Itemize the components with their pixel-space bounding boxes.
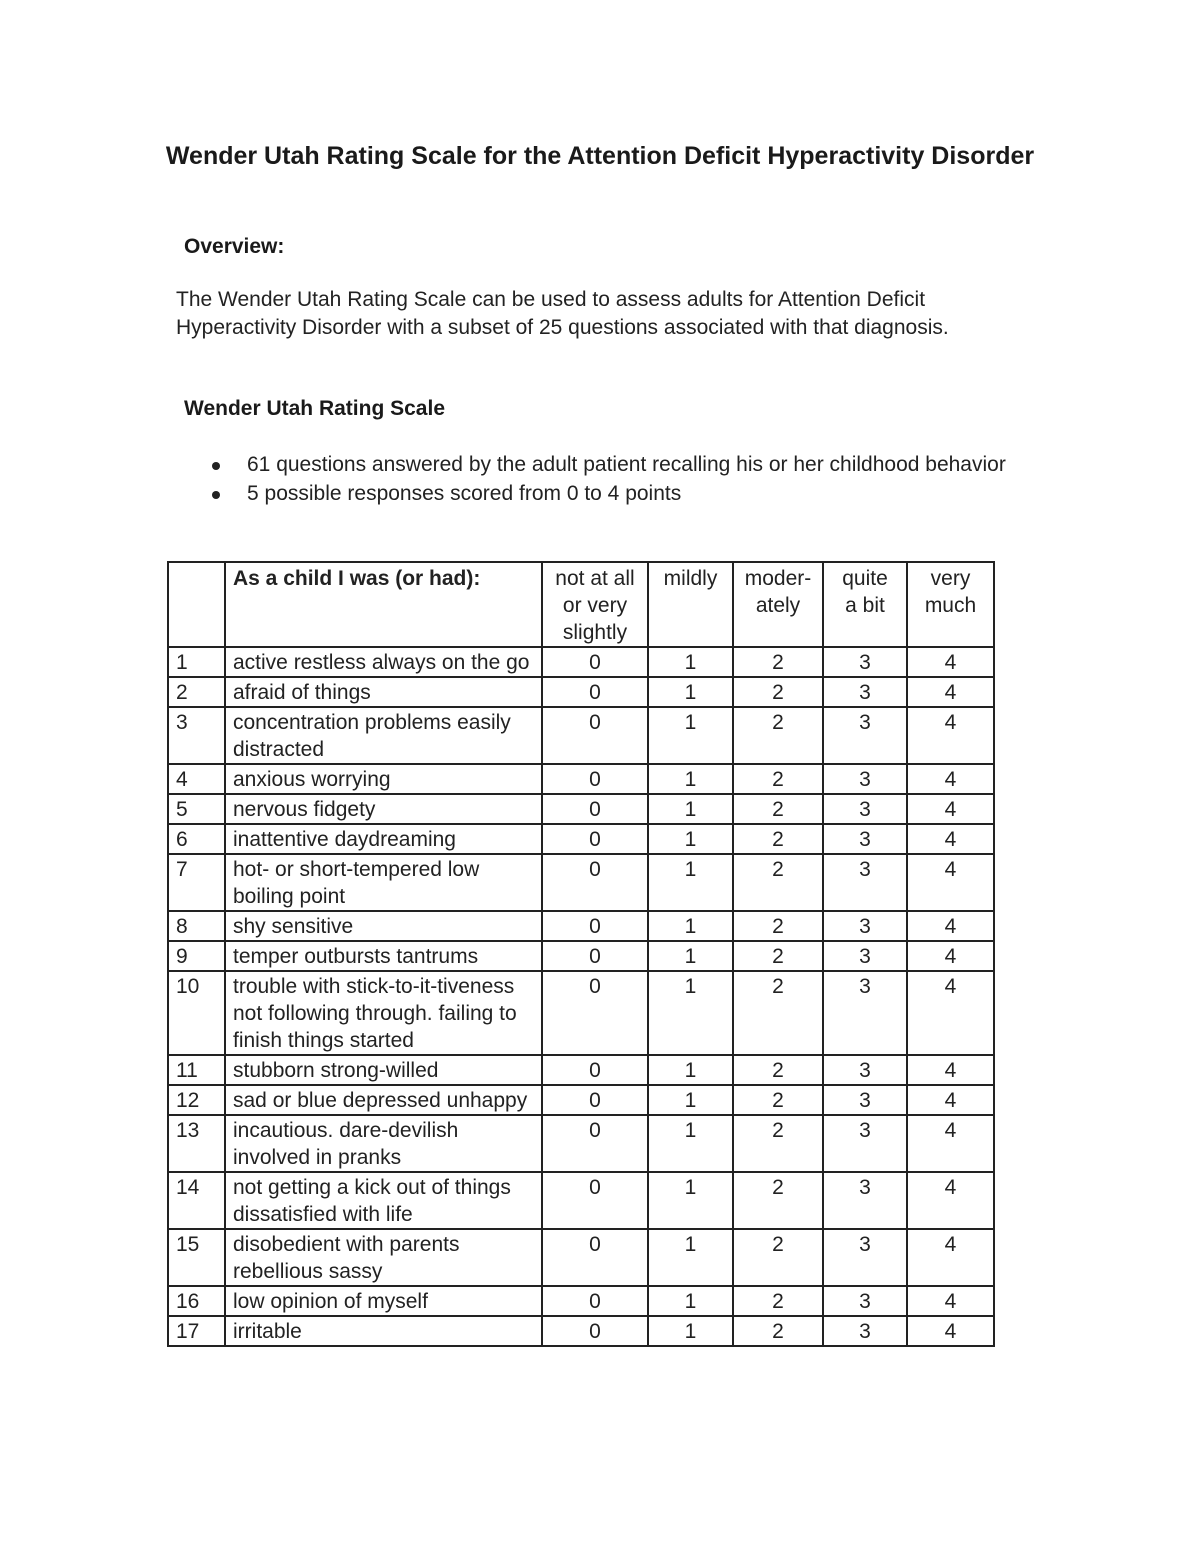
row-number-cell: 16 [168, 1286, 225, 1316]
row-item-cell: sad or blue depressed unhappy [225, 1085, 542, 1115]
bullet-dot-icon [212, 462, 220, 470]
score-cell[interactable]: 0 [542, 647, 648, 677]
bullet-text: 61 questions answered by the adult patient recalling his or her childhood behavior [247, 453, 1006, 476]
row-number-cell: 2 [168, 677, 225, 707]
row-item-cell: stubborn strong-willed [225, 1055, 542, 1085]
row-item-cell: irritable [225, 1316, 542, 1346]
table-row [168, 971, 994, 1055]
score-cell[interactable]: 0 [542, 677, 648, 707]
row-item-cell: disobedient with parents rebellious sassy [225, 1229, 542, 1286]
header-line: ately [755, 594, 801, 617]
score-cell[interactable]: 4 [907, 911, 994, 941]
row-item-cell: shy sensitive [225, 911, 542, 941]
score-cell[interactable]: 3 [823, 1085, 907, 1115]
score-cell[interactable]: 1 [648, 971, 733, 1055]
row-item-cell: trouble with stick-to-it-tiveness not following through. failing to finish things started [225, 971, 542, 1055]
score-cell[interactable]: 0 [542, 1085, 648, 1115]
score-cell[interactable]: 1 [648, 1115, 733, 1172]
score-cell[interactable]: 0 [542, 794, 648, 824]
score-cell[interactable]: 3 [823, 971, 907, 1055]
table-row [168, 677, 994, 707]
header-line: a bit [845, 594, 885, 617]
score-cell[interactable]: 0 [542, 1316, 648, 1346]
score-cell[interactable]: 2 [733, 794, 823, 824]
score-cell[interactable]: 1 [648, 911, 733, 941]
header-line: moder- [744, 567, 812, 590]
score-cell[interactable]: 2 [733, 1115, 823, 1172]
score-cell[interactable]: 2 [733, 911, 823, 941]
score-cell[interactable]: 2 [733, 1229, 823, 1286]
score-cell[interactable]: 2 [733, 647, 823, 677]
header-line: much [924, 594, 977, 617]
row-item-cell: temper outbursts tantrums [225, 941, 542, 971]
score-cell[interactable]: 3 [823, 707, 907, 764]
score-cell[interactable]: 0 [542, 707, 648, 764]
header-number-cell [168, 562, 225, 647]
header-line: quite [842, 567, 888, 590]
score-cell[interactable]: 3 [823, 677, 907, 707]
table-row [168, 911, 994, 941]
table-row [168, 1286, 994, 1316]
row-number-cell: 14 [168, 1172, 225, 1229]
table-row [168, 941, 994, 971]
overview-text: The Wender Utah Rating Scale can be used to assess adults for Attention Deficit Hyperactivity Disorder with a subset of 25 questions associated with that diagnosis. [176, 288, 949, 339]
score-cell[interactable]: 4 [907, 1172, 994, 1229]
header-response-quite-a-bit [823, 562, 907, 647]
score-cell[interactable]: 1 [648, 794, 733, 824]
score-cell[interactable]: 2 [733, 1286, 823, 1316]
score-cell[interactable]: 3 [823, 1055, 907, 1085]
row-number-cell: 11 [168, 1055, 225, 1085]
overview-heading: Overview: [184, 235, 285, 258]
score-cell[interactable]: 3 [823, 941, 907, 971]
row-number-cell: 9 [168, 941, 225, 971]
row-number-cell: 6 [168, 824, 225, 854]
score-cell[interactable]: 3 [823, 794, 907, 824]
row-item-cell: active restless always on the go [225, 647, 542, 677]
bullet-item [176, 452, 1026, 478]
score-cell[interactable]: 1 [648, 677, 733, 707]
score-cell[interactable]: 2 [733, 1055, 823, 1085]
score-cell[interactable]: 3 [823, 1229, 907, 1286]
header-response-mildly [648, 562, 733, 647]
row-number-cell: 10 [168, 971, 225, 1055]
row-item-cell: afraid of things [225, 677, 542, 707]
row-number-cell: 7 [168, 854, 225, 911]
header-response-not-at-all [542, 562, 648, 647]
score-cell[interactable]: 2 [733, 764, 823, 794]
score-cell[interactable]: 4 [907, 941, 994, 971]
score-cell[interactable]: 4 [907, 1115, 994, 1172]
row-item-cell: low opinion of myself [225, 1286, 542, 1316]
row-number-cell: 12 [168, 1085, 225, 1115]
score-cell[interactable]: 3 [823, 647, 907, 677]
score-cell[interactable]: 2 [733, 971, 823, 1055]
score-cell[interactable]: 1 [648, 1172, 733, 1229]
scale-heading: Wender Utah Rating Scale [184, 397, 446, 420]
row-number-cell: 5 [168, 794, 225, 824]
header-item-cell: As a child I was (or had): [225, 562, 542, 647]
score-cell[interactable]: 1 [648, 1055, 733, 1085]
row-item-cell: anxious worrying [225, 764, 542, 794]
score-cell[interactable]: 0 [542, 911, 648, 941]
score-cell[interactable]: 3 [823, 764, 907, 794]
table-row [168, 794, 994, 824]
score-cell[interactable]: 4 [907, 1316, 994, 1346]
header-line: very [930, 567, 971, 590]
score-cell[interactable]: 0 [542, 941, 648, 971]
score-cell[interactable]: 0 [542, 1055, 648, 1085]
bullet-item [176, 481, 1026, 507]
table-row [168, 707, 994, 764]
score-cell[interactable]: 4 [907, 1229, 994, 1286]
score-cell[interactable]: 4 [907, 647, 994, 677]
table-row [168, 1316, 994, 1346]
score-cell[interactable]: 1 [648, 707, 733, 764]
score-cell[interactable]: 2 [733, 854, 823, 911]
score-cell[interactable]: 0 [542, 854, 648, 911]
bullet-dot-icon [212, 491, 220, 499]
table-header-row [168, 562, 994, 647]
score-cell[interactable]: 0 [542, 1115, 648, 1172]
table-row [168, 1229, 994, 1286]
score-cell[interactable]: 3 [823, 854, 907, 911]
score-cell[interactable]: 2 [733, 824, 823, 854]
score-cell[interactable]: 1 [648, 647, 733, 677]
score-cell[interactable]: 2 [733, 941, 823, 971]
score-cell[interactable]: 4 [907, 794, 994, 824]
score-cell[interactable]: 0 [542, 1172, 648, 1229]
table-row [168, 764, 994, 794]
score-cell[interactable]: 4 [907, 1055, 994, 1085]
document-title: Wender Utah Rating Scale for the Attention Deficit Hyperactivity Disorder [165, 142, 1035, 170]
score-cell[interactable]: 1 [648, 1286, 733, 1316]
score-cell[interactable]: 1 [648, 1316, 733, 1346]
score-cell[interactable]: 4 [907, 707, 994, 764]
score-cell[interactable]: 0 [542, 764, 648, 794]
table-row [168, 647, 994, 677]
row-item-cell: inattentive daydreaming [225, 824, 542, 854]
score-cell[interactable]: 2 [733, 707, 823, 764]
row-number-cell: 1 [168, 647, 225, 677]
score-cell[interactable]: 4 [907, 764, 994, 794]
score-cell[interactable]: 3 [823, 1286, 907, 1316]
row-number-cell: 8 [168, 911, 225, 941]
row-item-cell: not getting a kick out of things dissatisfied with life [225, 1172, 542, 1229]
score-cell[interactable]: 1 [648, 854, 733, 911]
table-body [168, 647, 994, 1346]
row-number-cell: 3 [168, 707, 225, 764]
row-item-cell: concentration problems easily distracted [225, 707, 542, 764]
table-row [168, 854, 994, 911]
score-cell[interactable]: 3 [823, 1316, 907, 1346]
table-row [168, 1172, 994, 1229]
row-number-cell: 4 [168, 764, 225, 794]
table-row [168, 824, 994, 854]
header-line: slightly [562, 621, 628, 644]
row-number-cell: 17 [168, 1316, 225, 1346]
table-row [168, 1055, 994, 1085]
score-cell[interactable]: 0 [542, 1229, 648, 1286]
score-cell[interactable]: 1 [648, 1229, 733, 1286]
score-cell[interactable]: 0 [542, 1286, 648, 1316]
header-response-very-much [907, 562, 994, 647]
rating-scale-table [167, 561, 995, 1347]
scale-bullet-list [176, 452, 1026, 510]
score-cell[interactable]: 0 [542, 971, 648, 1055]
row-item-cell: nervous fidgety [225, 794, 542, 824]
score-cell[interactable]: 4 [907, 854, 994, 911]
header-line: not at all [555, 567, 635, 590]
row-item-cell: hot- or short-tempered low boiling point [225, 854, 542, 911]
score-cell[interactable]: 4 [907, 824, 994, 854]
score-cell[interactable]: 2 [733, 1316, 823, 1346]
score-cell[interactable]: 2 [733, 1172, 823, 1229]
row-number-cell: 13 [168, 1115, 225, 1172]
score-cell[interactable]: 1 [648, 824, 733, 854]
score-cell[interactable]: 4 [907, 1286, 994, 1316]
score-cell[interactable]: 3 [823, 911, 907, 941]
score-cell[interactable]: 1 [648, 764, 733, 794]
table-row [168, 1115, 994, 1172]
score-cell[interactable]: 2 [733, 677, 823, 707]
score-cell[interactable]: 4 [907, 971, 994, 1055]
header-line: mildly [663, 567, 718, 590]
header-response-moderately [733, 562, 823, 647]
score-cell[interactable]: 2 [733, 1085, 823, 1115]
row-item-cell: incautious. dare-devilish involved in pranks [225, 1115, 542, 1172]
score-cell[interactable]: 3 [823, 824, 907, 854]
table-row [168, 1085, 994, 1115]
score-cell[interactable]: 3 [823, 1115, 907, 1172]
header-line: or very [562, 594, 628, 617]
bullet-text: 5 possible responses scored from 0 to 4 points [247, 482, 682, 505]
row-number-cell: 15 [168, 1229, 225, 1286]
score-cell[interactable]: 3 [823, 1172, 907, 1229]
score-cell[interactable]: 4 [907, 677, 994, 707]
score-cell[interactable]: 1 [648, 1085, 733, 1115]
score-cell[interactable]: 4 [907, 1085, 994, 1115]
score-cell[interactable]: 0 [542, 824, 648, 854]
score-cell[interactable]: 1 [648, 941, 733, 971]
